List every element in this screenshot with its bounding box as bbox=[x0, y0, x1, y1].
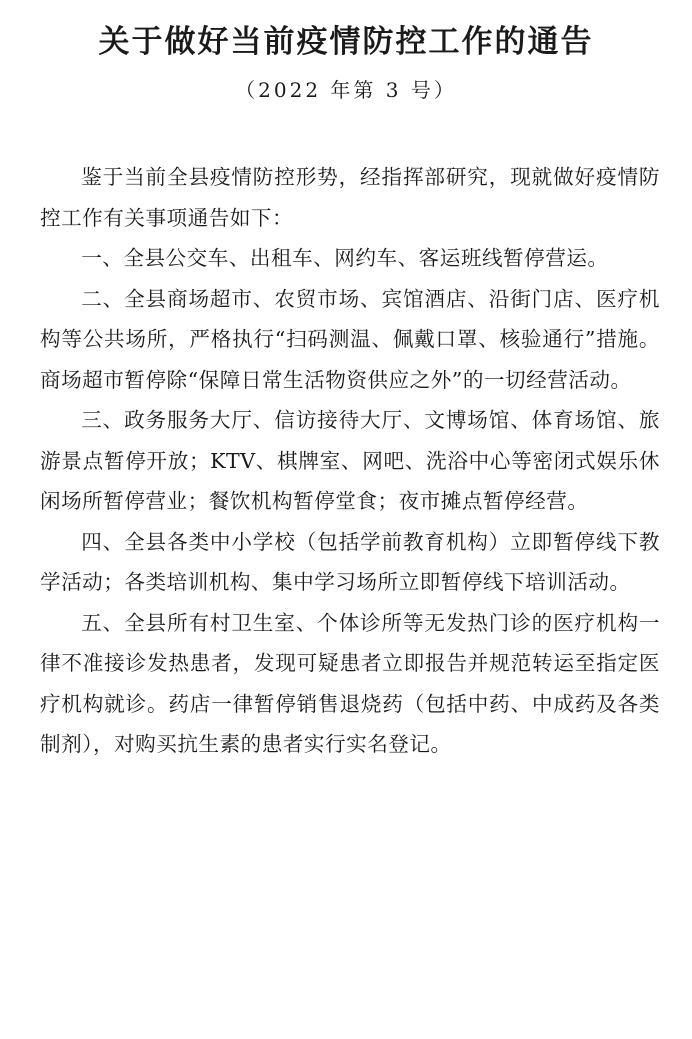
notice-number: （2022 年第 3 号） bbox=[235, 78, 457, 102]
paragraph-item-3: 三、政务服务大厅、信访接待大厅、文博场馆、体育场馆、旅游景点暂停开放；KTV、棋牌室、网吧、洗浴中心等密闭式娱乐休闲场所暂停营业；餐饮机构暂停堂食；夜市摊点暂停经营。 bbox=[40, 408, 660, 513]
paragraph-item-5: 五、全县所有村卫生室、个体诊所等无发热门诊的医疗机构一律不准接诊发热患者，发现可疑患者立即报告并规范转运至指定医疗机构就诊。药店一律暂停销售退烧药（包括中药、中成药及各类制剂），对购买抗生素的患者实行实名登记。 bbox=[40, 610, 660, 756]
notice-title: 关于做好当前疫情防控工作的通告 bbox=[98, 24, 594, 60]
paragraph-intro: 鉴于当前全县疫情防控形势，经指挥部研究，现就做好疫情防控工作有关事项通告如下： bbox=[40, 165, 660, 230]
paragraph-item-4: 四、全县各类中小学校（包括学前教育机构）立即暂停线下教学活动；各类培训机构、集中学习场所立即暂停线下培训活动。 bbox=[40, 529, 660, 594]
paragraph-item-2: 二、全县商场超市、农贸市场、宾馆酒店、沿街门店、医疗机构等公共场所，严格执行“扫码测温、佩戴口罩、核验通行”措施。商场超市暂停除“保障日常生活物资供应之外”的一切经营活动。 bbox=[40, 286, 660, 392]
notice-body bbox=[40, 157, 660, 765]
paragraph-item-1: 一、全县公交车、出租车、网约车、客运班线暂停营运。 bbox=[81, 246, 609, 270]
